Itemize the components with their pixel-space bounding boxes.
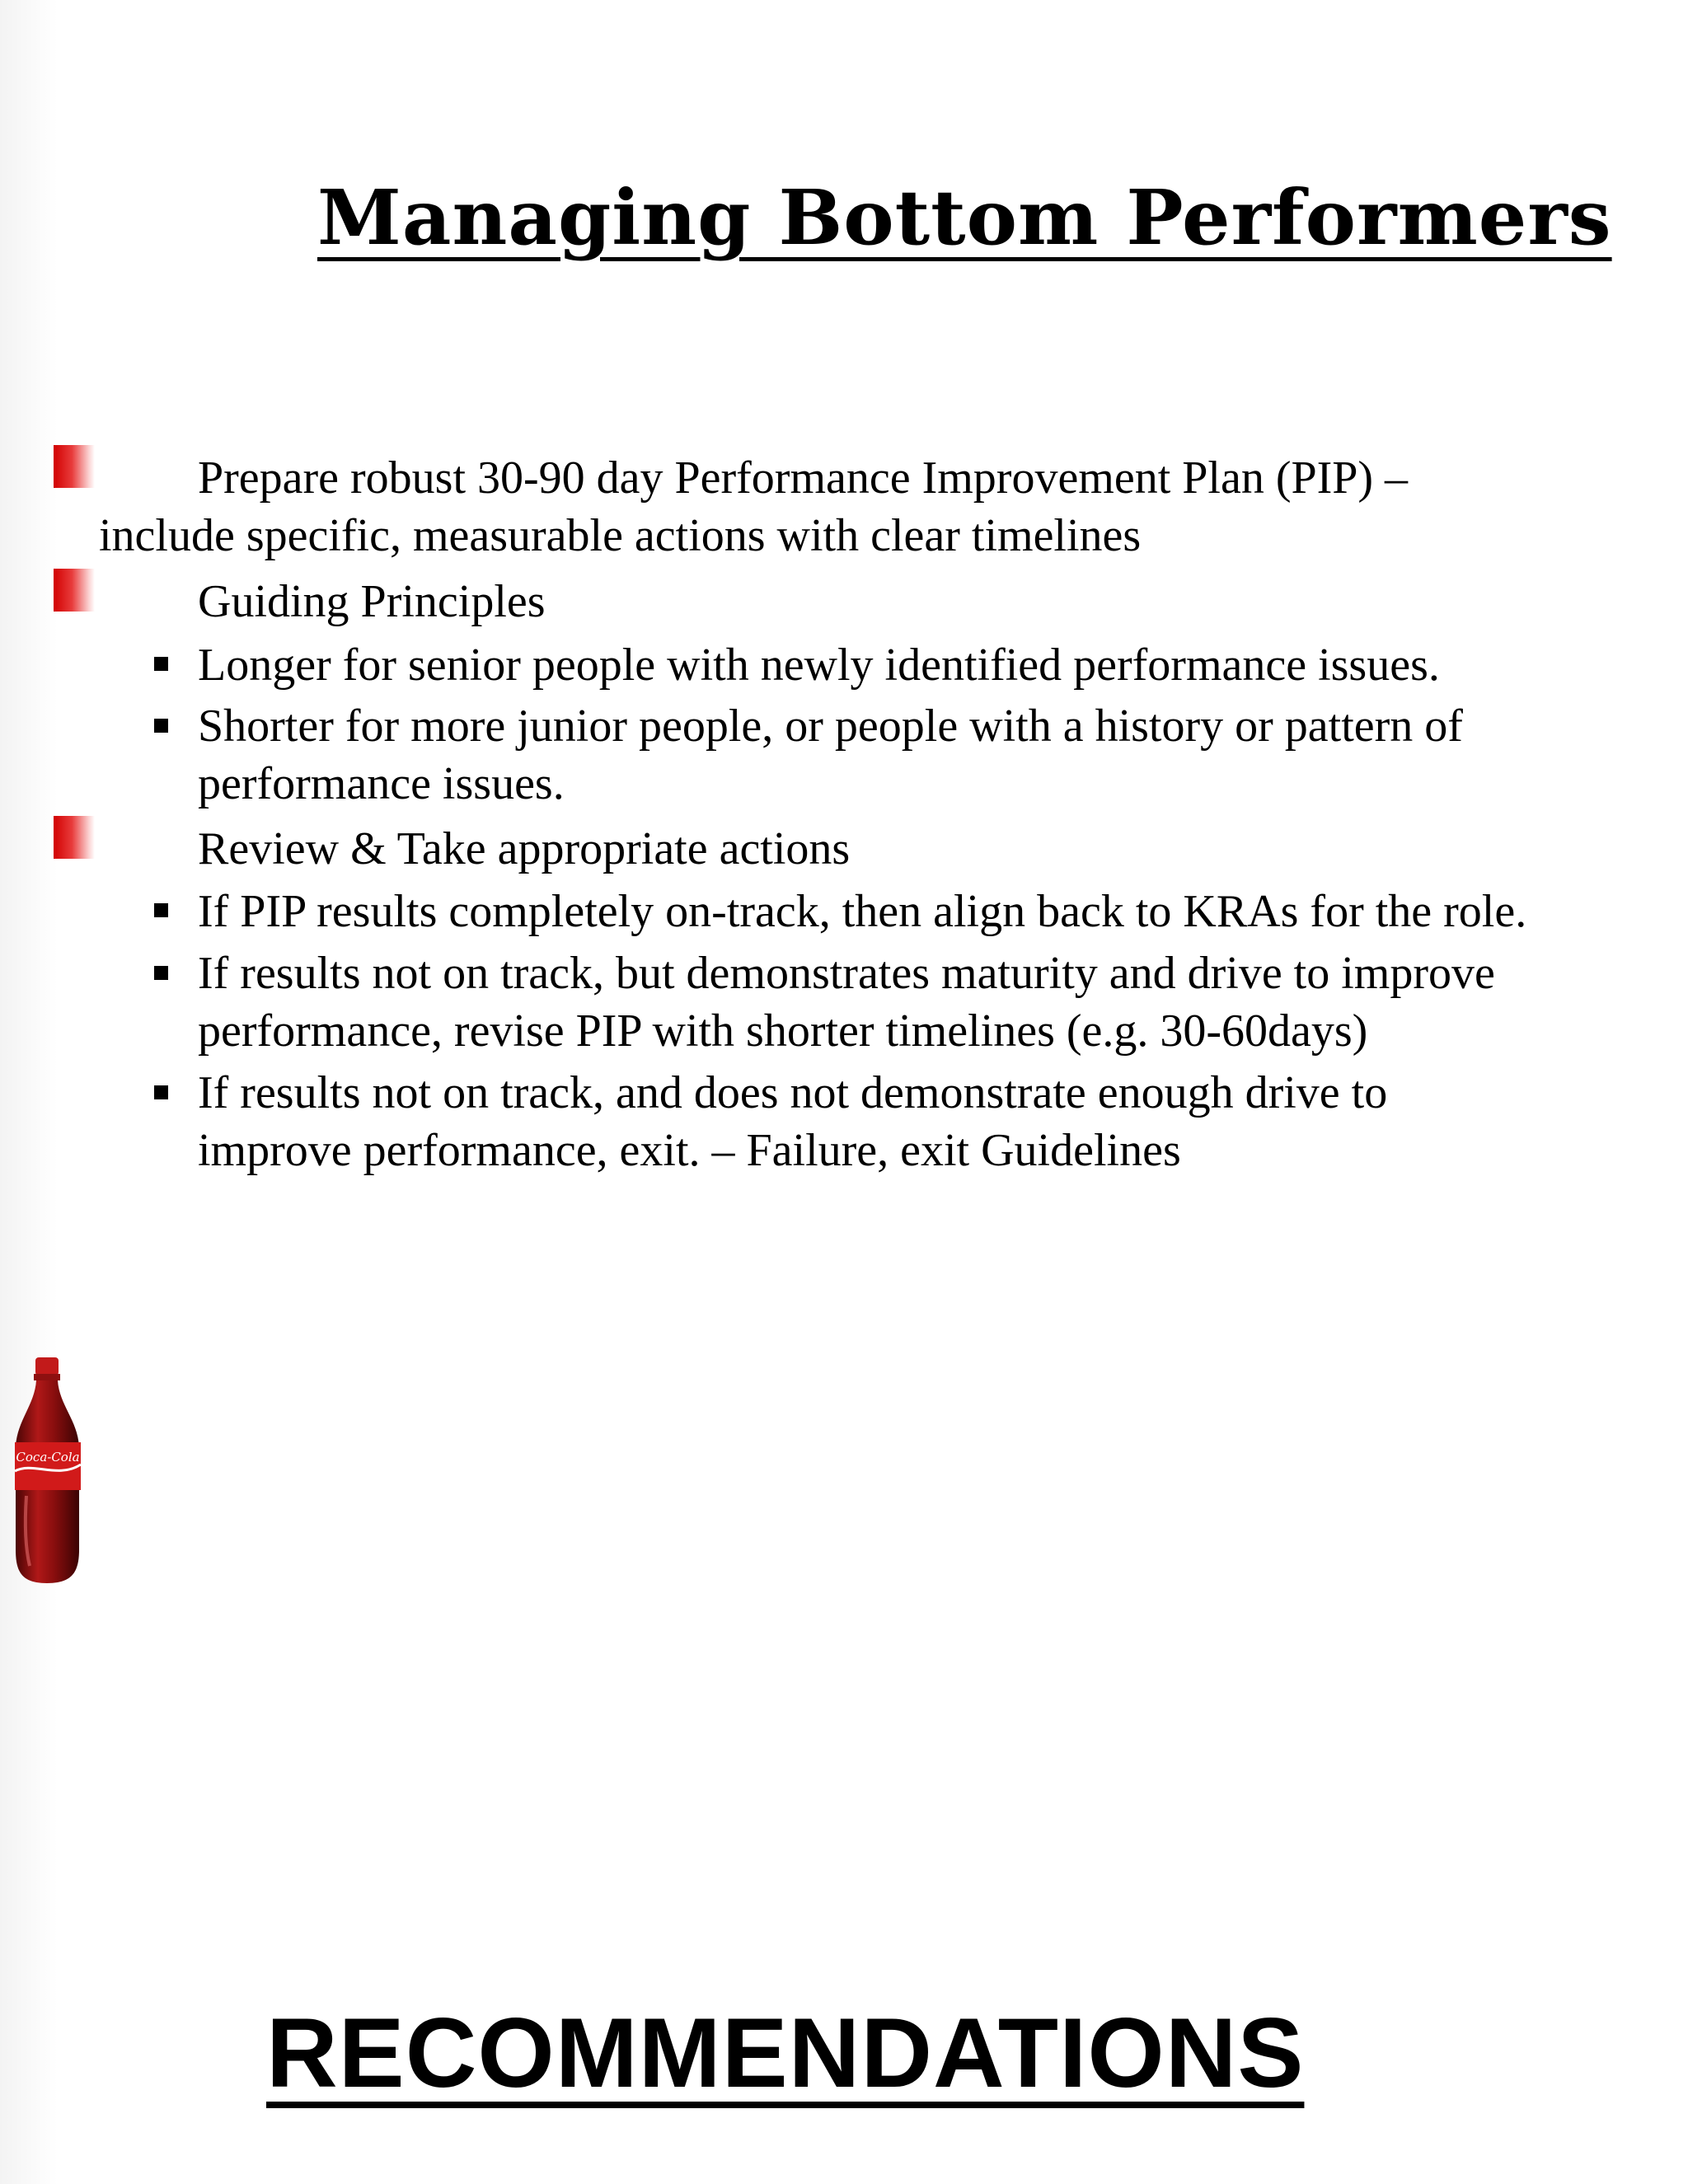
section-1-line-1: Prepare robust 30-90 day Performance Improvement Plan (PIP) – <box>198 452 1409 504</box>
red-square-bullet-icon <box>54 816 95 859</box>
section-3-item-3-line-2: improve performance, exit. – Failure, exit Guidelines <box>198 1125 1181 1176</box>
section-1-line-2: include specific, measurable actions with clear timelines <box>99 510 1142 561</box>
section-2-item-2-line-1: Shorter for more junior people, or people with a history or pattern of <box>198 701 1463 752</box>
footer-title: RECOMMENDATIONS <box>266 1998 1305 2108</box>
black-square-bullet-icon <box>154 657 168 671</box>
section-3-item-2-line-1: If results not on track, but demonstrates maturity and drive to improve <box>198 948 1495 999</box>
section-2-item-2-line-2: performance issues. <box>198 758 565 809</box>
section-3-item-2-line-2: performance, revise PIP with shorter timelines (e.g. 30-60days) <box>198 1005 1368 1057</box>
soda-bottle-icon <box>8 1356 87 1586</box>
black-square-bullet-icon <box>154 1085 168 1099</box>
page-title: Managing Bottom Performers <box>317 173 1612 262</box>
black-square-bullet-icon <box>154 903 168 917</box>
black-square-bullet-icon <box>154 719 168 733</box>
red-square-bullet-icon <box>54 445 95 488</box>
section-2-item-1: Longer for senior people with newly identified performance issues. <box>198 640 1440 691</box>
section-2-heading: Guiding Principles <box>198 576 546 627</box>
left-margin-strip <box>0 0 58 2184</box>
section-3-item-3-line-1: If results not on track, and does not demonstrate enough drive to <box>198 1067 1388 1118</box>
section-3-heading: Review & Take appropriate actions <box>198 823 851 874</box>
bottle-label: Coca-Cola <box>16 1450 80 1465</box>
black-square-bullet-icon <box>154 966 168 980</box>
red-square-bullet-icon <box>54 569 95 612</box>
section-3-item-1: If PIP results completely on-track, then align back to KRAs for the role. <box>198 886 1527 937</box>
